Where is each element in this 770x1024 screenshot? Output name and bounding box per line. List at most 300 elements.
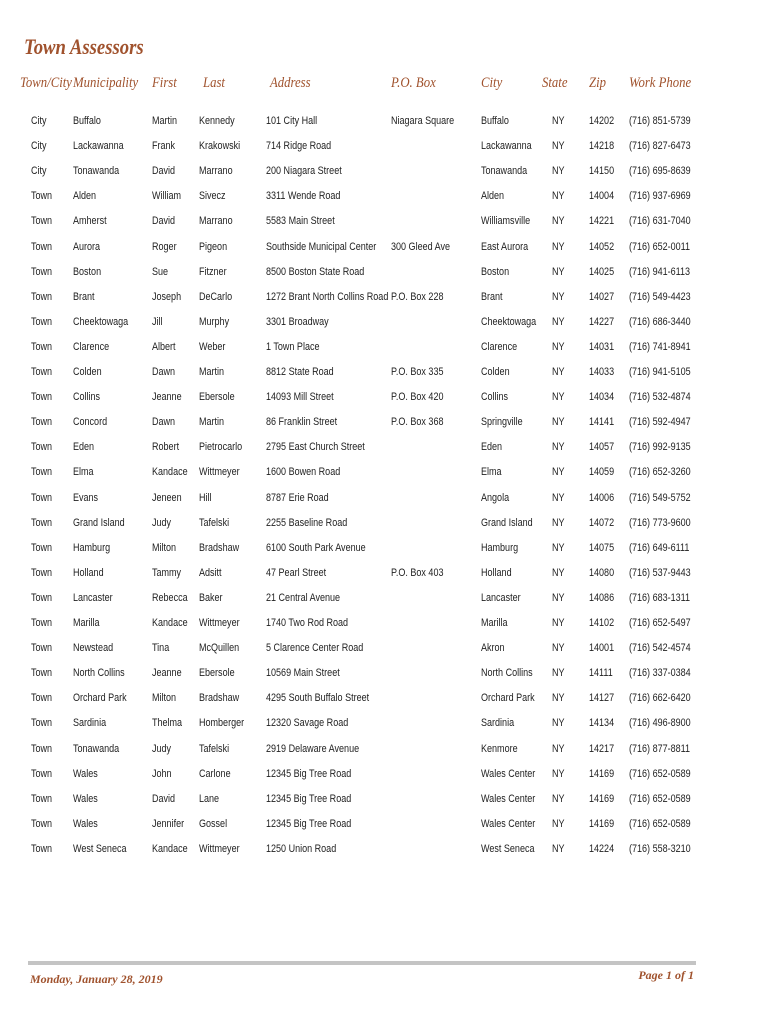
cell-po-box: P.O. Box 420	[391, 391, 444, 404]
cell-address: 2919 Delaware Avenue	[266, 742, 360, 755]
cell-first: Judy	[152, 516, 172, 529]
cell-address: 21 Central Avenue	[266, 591, 341, 604]
cell-municipality: Wales	[73, 792, 98, 805]
cell-first: David	[152, 792, 176, 805]
cell-municipality: Lackawanna	[73, 140, 124, 153]
table-row	[0, 210, 770, 232]
table-row	[0, 662, 770, 684]
table-row	[0, 838, 770, 860]
cell-state: NY	[552, 290, 565, 303]
cell-city: Tonawanda	[481, 165, 528, 178]
cell-city: Kenmore	[481, 742, 518, 755]
cell-last: Sivecz	[199, 190, 226, 203]
cell-first: Milton	[152, 541, 177, 554]
cell-state: NY	[552, 717, 565, 730]
cell-municipality: Sardinia	[73, 717, 107, 730]
cell-city: East Aurora	[481, 240, 529, 253]
cell-first: Albert	[152, 340, 176, 353]
cell-address: 12345 Big Tree Road	[266, 817, 352, 830]
cell-zip: 14169	[589, 792, 615, 805]
cell-municipality: Buffalo	[73, 115, 101, 127]
cell-state: NY	[552, 566, 565, 579]
cell-zip: 14086	[589, 591, 615, 604]
cell-first: Dawn	[152, 416, 176, 429]
table-row	[0, 562, 770, 584]
cell-po-box: 300 Gleed Ave	[391, 240, 451, 253]
cell-state: NY	[552, 491, 565, 504]
cell-state: NY	[552, 742, 565, 755]
cell-city: Akron	[481, 642, 505, 655]
cell-city: Angola	[481, 491, 510, 504]
cell-phone: (716) 851-5739	[629, 115, 691, 127]
cell-po-box: P.O. Box 228	[391, 290, 444, 303]
cell-type: Town	[31, 667, 53, 680]
cell-first: Kandace	[152, 466, 188, 479]
cell-city: Lackawanna	[481, 140, 532, 153]
cell-first: William	[152, 190, 182, 203]
cell-last: Adsitt	[199, 566, 222, 579]
cell-phone: (716) 631-7040	[629, 215, 691, 228]
cell-last: Krakowski	[199, 140, 241, 153]
cell-municipality: Newstead	[73, 642, 114, 655]
cell-zip: 14080	[589, 566, 615, 579]
cell-municipality: Hamburg	[73, 541, 111, 554]
cell-state: NY	[552, 391, 565, 404]
cell-last: Pietrocarlo	[199, 441, 243, 454]
cell-zip: 14202	[589, 115, 615, 127]
cell-phone: (716) 496-8900	[629, 717, 691, 730]
cell-address: 1250 Union Road	[266, 842, 337, 855]
cell-last: Kennedy	[199, 115, 235, 127]
cell-city: Wales Center	[481, 817, 536, 830]
cell-first: Sue	[152, 265, 169, 278]
cell-city: Buffalo	[481, 115, 509, 127]
cell-phone: (716) 652-0589	[629, 792, 691, 805]
cell-last: Bradshaw	[199, 692, 240, 705]
cell-city: Hamburg	[481, 541, 519, 554]
cell-first: Thelma	[152, 717, 183, 730]
cell-type: Town	[31, 366, 53, 378]
cell-type: Town	[31, 441, 53, 454]
cell-zip: 14004	[589, 190, 615, 203]
cell-type: Town	[31, 491, 53, 504]
cell-last: Fitzner	[199, 265, 227, 278]
cell-city: Brant	[481, 290, 503, 303]
cell-first: Jennifer	[152, 817, 185, 830]
cell-state: NY	[552, 591, 565, 604]
cell-zip: 14134	[589, 717, 615, 730]
cell-last: Pigeon	[199, 240, 228, 253]
cell-municipality: Wales	[73, 767, 98, 780]
cell-municipality: Concord	[73, 416, 108, 429]
cell-first: Joseph	[152, 290, 182, 303]
cell-municipality: Alden	[73, 190, 97, 203]
cell-address: 12320 Savage Road	[266, 717, 349, 730]
cell-type: Town	[31, 692, 53, 705]
cell-municipality: West Seneca	[73, 842, 127, 855]
cell-first: Frank	[152, 140, 176, 153]
cell-municipality: Cheektowaga	[73, 315, 129, 328]
cell-type: Town	[31, 717, 53, 730]
cell-municipality: North Collins	[73, 667, 125, 680]
cell-phone: (716) 652-3260	[629, 466, 691, 479]
cell-type: Town	[31, 767, 53, 780]
cell-address: Southside Municipal Center	[266, 240, 377, 253]
cell-last: Weber	[199, 340, 226, 353]
cell-first: Tina	[152, 642, 170, 655]
cell-first: Tammy	[152, 566, 182, 579]
table-row	[0, 587, 770, 609]
cell-city: Cheektowaga	[481, 315, 537, 328]
cell-address: 4295 South Buffalo Street	[266, 692, 370, 705]
cell-first: Roger	[152, 240, 177, 253]
cell-state: NY	[552, 366, 565, 378]
cell-state: NY	[552, 265, 565, 278]
column-header-po-box: P.O. Box	[391, 75, 436, 91]
table-row	[0, 612, 770, 634]
cell-last: Lane	[199, 792, 220, 805]
column-header-zip: Zip	[589, 75, 607, 91]
cell-type: Town	[31, 817, 53, 830]
cell-state: NY	[552, 115, 565, 127]
cell-last: Tafelski	[199, 742, 230, 755]
cell-first: Martin	[152, 115, 178, 127]
table-row	[0, 537, 770, 559]
cell-address: 86 Franklin Street	[266, 416, 338, 429]
cell-zip: 14224	[589, 842, 615, 855]
cell-phone: (716) 695-8639	[629, 165, 691, 178]
cell-first: Kandace	[152, 842, 188, 855]
cell-last: Bradshaw	[199, 541, 240, 554]
cell-phone: (716) 652-0011	[629, 240, 691, 253]
cell-address: 1 Town Place	[266, 340, 320, 353]
cell-zip: 14057	[589, 441, 615, 454]
cell-type: Town	[31, 215, 53, 228]
table-row	[0, 436, 770, 458]
cell-phone: (716) 549-4423	[629, 290, 691, 303]
cell-zip: 14006	[589, 491, 615, 504]
table-row	[0, 386, 770, 408]
cell-last: Gossel	[199, 817, 228, 830]
cell-phone: (716) 827-6473	[629, 140, 691, 153]
cell-city: Springville	[481, 416, 523, 429]
table-row	[0, 788, 770, 810]
cell-zip: 14052	[589, 240, 615, 253]
cell-address: 1272 Brant North Collins Road	[266, 290, 389, 303]
cell-first: Judy	[152, 742, 172, 755]
cell-zip: 14102	[589, 617, 615, 629]
cell-zip: 14227	[589, 315, 615, 328]
cell-state: NY	[552, 792, 565, 805]
cell-last: Wittmeyer	[199, 842, 240, 855]
cell-phone: (716) 683-1311	[629, 591, 691, 604]
cell-address: 3301 Broadway	[266, 315, 329, 328]
cell-phone: (716) 558-3210	[629, 842, 691, 855]
cell-state: NY	[552, 190, 565, 203]
cell-municipality: Amherst	[73, 215, 107, 228]
cell-state: NY	[552, 541, 565, 554]
cell-zip: 14141	[589, 416, 615, 429]
cell-type: Town	[31, 642, 53, 655]
table-row	[0, 813, 770, 835]
page-title: Town Assessors	[24, 34, 144, 59]
cell-municipality: Collins	[73, 391, 101, 404]
cell-type: City	[31, 140, 47, 153]
cell-type: Town	[31, 240, 53, 253]
cell-type: Town	[31, 742, 53, 755]
cell-city: Grand Island	[481, 516, 533, 529]
cell-municipality: Colden	[73, 366, 102, 378]
cell-type: Town	[31, 391, 53, 404]
cell-last: McQuillen	[199, 642, 240, 655]
cell-phone: (716) 741-8941	[629, 340, 691, 353]
cell-city: North Collins	[481, 667, 533, 680]
table-row	[0, 487, 770, 509]
cell-address: 10569 Main Street	[266, 667, 340, 680]
cell-city: Marilla	[481, 617, 508, 629]
cell-municipality: Clarence	[73, 340, 110, 353]
cell-first: Dawn	[152, 366, 176, 378]
table-row	[0, 135, 770, 157]
cell-last: Wittmeyer	[199, 466, 240, 479]
table-row	[0, 185, 770, 207]
table-row	[0, 286, 770, 308]
cell-phone: (716) 542-4574	[629, 642, 691, 655]
cell-zip: 14169	[589, 817, 615, 830]
cell-address: 12345 Big Tree Road	[266, 792, 352, 805]
cell-municipality: Lancaster	[73, 591, 113, 604]
cell-address: 5583 Main Street	[266, 215, 335, 228]
cell-type: Town	[31, 792, 53, 805]
cell-zip: 14001	[589, 642, 615, 655]
cell-state: NY	[552, 667, 565, 680]
cell-last: Murphy	[199, 315, 230, 328]
cell-zip: 14033	[589, 366, 615, 378]
cell-phone: (716) 941-5105	[629, 366, 691, 378]
column-header-address: Address	[270, 75, 311, 91]
cell-first: Rebecca	[152, 591, 188, 604]
cell-municipality: Elma	[73, 466, 94, 479]
table-row	[0, 763, 770, 785]
cell-city: Eden	[481, 441, 503, 454]
cell-address: 12345 Big Tree Road	[266, 767, 352, 780]
table-row	[0, 637, 770, 659]
column-header-last: Last	[203, 75, 225, 91]
cell-state: NY	[552, 516, 565, 529]
cell-city: Collins	[481, 391, 509, 404]
cell-state: NY	[552, 842, 565, 855]
cell-first: Robert	[152, 441, 180, 454]
cell-city: Orchard Park	[481, 692, 535, 705]
column-header-phone: Work Phone	[629, 75, 692, 91]
cell-municipality: Boston	[73, 265, 102, 278]
table-row	[0, 512, 770, 534]
cell-address: 8500 Boston State Road	[266, 265, 365, 278]
cell-state: NY	[552, 617, 565, 629]
cell-phone: (716) 941-6113	[629, 265, 691, 278]
cell-type: Town	[31, 541, 53, 554]
cell-phone: (716) 652-5497	[629, 617, 691, 629]
cell-type: Town	[31, 516, 53, 529]
cell-phone: (716) 592-4947	[629, 416, 691, 429]
cell-first: Jeneen	[152, 491, 182, 504]
cell-first: Jeanne	[152, 391, 182, 404]
cell-state: NY	[552, 416, 565, 429]
cell-address: 6100 South Park Avenue	[266, 541, 366, 554]
cell-zip: 14111	[589, 667, 613, 680]
cell-phone: (716) 992-9135	[629, 441, 691, 454]
table-row	[0, 738, 770, 760]
cell-municipality: Marilla	[73, 617, 100, 629]
column-header-city: City	[481, 75, 503, 91]
cell-state: NY	[552, 466, 565, 479]
cell-zip: 14034	[589, 391, 615, 404]
cell-last: DeCarlo	[199, 290, 233, 303]
cell-po-box: Niagara Square	[391, 115, 455, 127]
cell-state: NY	[552, 642, 565, 655]
cell-type: City	[31, 165, 47, 178]
cell-municipality: Orchard Park	[73, 692, 127, 705]
cell-state: NY	[552, 692, 565, 705]
cell-address: 2255 Baseline Road	[266, 516, 348, 529]
cell-city: Holland	[481, 566, 512, 579]
cell-phone: (716) 652-0589	[629, 767, 691, 780]
cell-phone: (716) 537-9443	[629, 566, 691, 579]
cell-state: NY	[552, 240, 565, 253]
cell-first: David	[152, 215, 176, 228]
cell-zip: 14072	[589, 516, 615, 529]
cell-last: Ebersole	[199, 391, 235, 404]
cell-state: NY	[552, 315, 565, 328]
table-row	[0, 261, 770, 283]
cell-zip: 14169	[589, 767, 615, 780]
cell-address: 8787 Erie Road	[266, 491, 329, 504]
table-row	[0, 336, 770, 358]
cell-state: NY	[552, 140, 565, 153]
table-row	[0, 236, 770, 258]
cell-municipality: Eden	[73, 441, 95, 454]
cell-phone: (716) 686-3440	[629, 315, 691, 328]
cell-state: NY	[552, 165, 565, 178]
cell-city: Wales Center	[481, 792, 536, 805]
table-row	[0, 160, 770, 182]
cell-municipality: Evans	[73, 491, 99, 504]
cell-address: 5 Clarence Center Road	[266, 642, 364, 655]
cell-phone: (716) 937-6969	[629, 190, 691, 203]
cell-zip: 14027	[589, 290, 615, 303]
cell-phone: (716) 549-5752	[629, 491, 691, 504]
cell-type: Town	[31, 340, 53, 353]
column-header-type: Town/City	[20, 75, 72, 91]
cell-city: Williamsville	[481, 215, 531, 228]
cell-zip: 14218	[589, 140, 615, 153]
cell-phone: (716) 337-0384	[629, 667, 691, 680]
cell-city: Lancaster	[481, 591, 521, 604]
cell-type: Town	[31, 290, 53, 303]
cell-type: Town	[31, 466, 53, 479]
cell-city: Alden	[481, 190, 505, 203]
cell-last: Wittmeyer	[199, 617, 240, 629]
cell-first: Jeanne	[152, 667, 182, 680]
cell-municipality: Brant	[73, 290, 95, 303]
table-row	[0, 712, 770, 734]
cell-phone: (716) 649-6111	[629, 541, 690, 554]
cell-city: West Seneca	[481, 842, 535, 855]
cell-address: 8812 State Road	[266, 366, 334, 378]
table-row	[0, 110, 770, 132]
cell-zip: 14025	[589, 265, 615, 278]
cell-phone: (716) 652-0589	[629, 817, 691, 830]
table-row	[0, 411, 770, 433]
cell-city: Wales Center	[481, 767, 536, 780]
cell-phone: (716) 662-6420	[629, 692, 691, 705]
cell-municipality: Holland	[73, 566, 104, 579]
cell-phone: (716) 773-9600	[629, 516, 691, 529]
cell-address: 714 Ridge Road	[266, 140, 332, 153]
cell-first: Milton	[152, 692, 177, 705]
cell-city: Clarence	[481, 340, 518, 353]
cell-city: Colden	[481, 366, 510, 378]
cell-address: 2795 East Church Street	[266, 441, 365, 454]
cell-state: NY	[552, 817, 565, 830]
cell-municipality: Wales	[73, 817, 98, 830]
cell-address: 14093 Mill Street	[266, 391, 334, 404]
cell-last: Homberger	[199, 717, 245, 730]
cell-zip: 14221	[589, 215, 615, 228]
cell-state: NY	[552, 340, 565, 353]
column-header-municipality: Municipality	[73, 75, 139, 91]
cell-type: Town	[31, 416, 53, 429]
cell-last: Carlone	[199, 767, 231, 780]
cell-state: NY	[552, 215, 565, 228]
cell-first: David	[152, 165, 176, 178]
cell-phone: (716) 877-8811	[629, 742, 691, 755]
cell-zip: 14127	[589, 692, 615, 705]
cell-last: Hill	[199, 491, 212, 504]
table-row	[0, 311, 770, 333]
cell-city: Elma	[481, 466, 502, 479]
cell-type: City	[31, 115, 47, 127]
cell-first: John	[152, 767, 172, 780]
cell-type: Town	[31, 842, 53, 855]
cell-municipality: Aurora	[73, 240, 101, 253]
cell-type: Town	[31, 190, 53, 203]
cell-municipality: Grand Island	[73, 516, 125, 529]
cell-address: 1600 Bowen Road	[266, 466, 341, 479]
table-row	[0, 461, 770, 483]
cell-city: Boston	[481, 265, 510, 278]
cell-zip: 14217	[589, 742, 615, 755]
cell-state: NY	[552, 441, 565, 454]
cell-type: Town	[31, 591, 53, 604]
cell-po-box: P.O. Box 335	[391, 366, 444, 378]
cell-last: Marrano	[199, 165, 233, 178]
cell-first: Kandace	[152, 617, 188, 629]
cell-zip: 14031	[589, 340, 615, 353]
cell-municipality: Tonawanda	[73, 165, 120, 178]
cell-type: Town	[31, 617, 53, 629]
footer-date: Monday, January 28, 2019	[30, 972, 163, 986]
cell-state: NY	[552, 767, 565, 780]
footer-divider	[28, 961, 696, 965]
cell-address: 200 Niagara Street	[266, 165, 342, 178]
table-row	[0, 361, 770, 383]
cell-last: Tafelski	[199, 516, 230, 529]
cell-type: Town	[31, 315, 53, 328]
cell-last: Marrano	[199, 215, 233, 228]
column-header-first: First	[152, 75, 177, 91]
column-header-state: State	[542, 75, 568, 91]
